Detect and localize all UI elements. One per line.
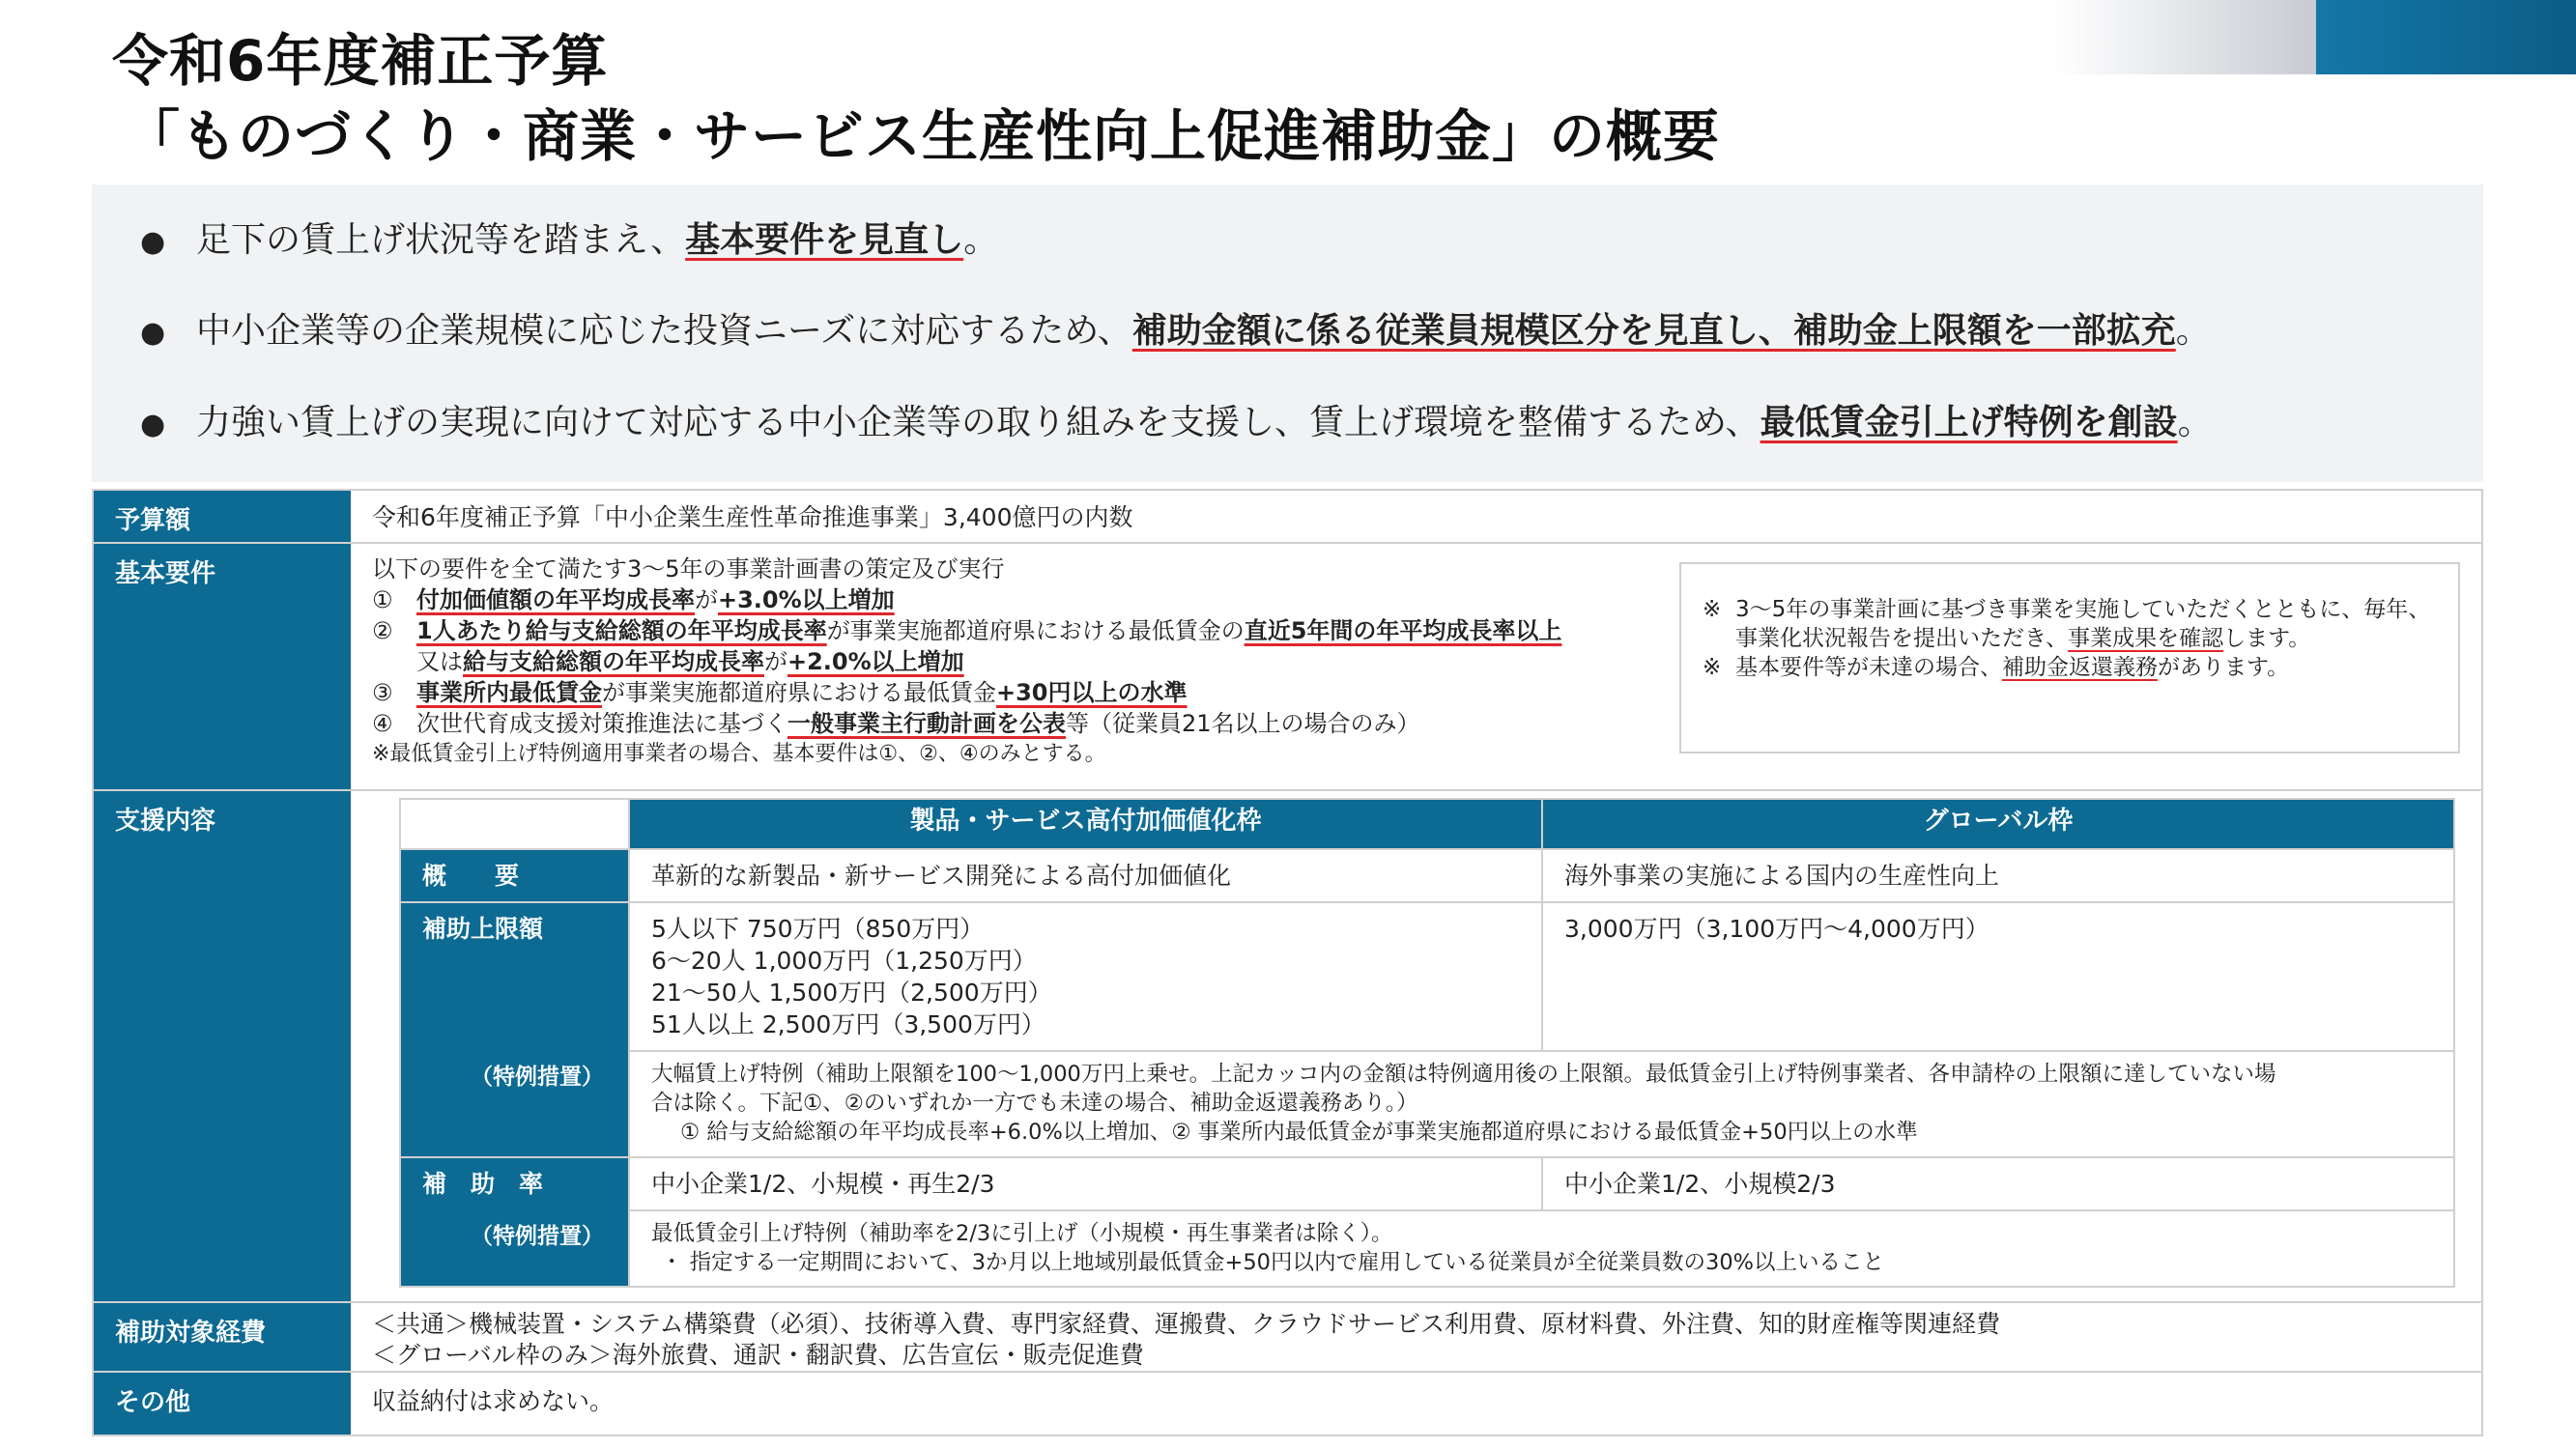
note-text: 3～5年の事業計画に基づき事業を実施していただくとともに、毎年、事業化状況報告を提出いただき、 xyxy=(1735,597,2431,651)
rate-col1: 中小企業1/2、小規模・再生2/3 xyxy=(630,1158,1543,1211)
expenses-content xyxy=(351,1303,2481,1371)
note-text: 基本要件等が未達の場合、 xyxy=(1735,655,2002,680)
other-value: 収益納付は求めない。 xyxy=(372,1387,615,1415)
bullet-text: 。 xyxy=(963,220,999,260)
summary-bullet-2 xyxy=(140,307,2211,357)
limit-col2: 3,000万円（3,100万円～4,000万円） xyxy=(1543,903,2453,1052)
special1-line: ① 給与支給総額の年平均成長率+6.0%以上増加、② 事業所内最低賃金が事業実施都道府県における最低賃金+50円以上の水準 xyxy=(680,1120,1918,1145)
req-num: ④ xyxy=(372,710,393,737)
support-label-limit: 補助上限額 xyxy=(401,903,630,1052)
page-title xyxy=(112,23,1720,174)
req-text: が事業実施都道府県における最低賃金 xyxy=(602,679,996,706)
req-text: が事業実施都道府県における最低賃金の xyxy=(826,617,1245,644)
special2-line: 最低賃金引上げ特例（補助率を2/3に引上げ（小規模・再生事業者は除く）。 xyxy=(651,1221,1393,1246)
row-budget xyxy=(94,491,2481,544)
overview-col2: 海外事業の実施による国内の生産性向上 xyxy=(1543,850,2453,903)
summary-bullet-3 xyxy=(140,399,2213,449)
req-text: 等（従業員21名以上の場合のみ） xyxy=(1066,710,1420,737)
bullet-emphasis: 基本要件を見直し xyxy=(685,220,964,260)
bullet-icon: ● xyxy=(140,225,166,259)
header-decoration-bar xyxy=(2316,0,2576,74)
row-label-other: その他 xyxy=(94,1373,351,1435)
req-emphasis: +30円以上の水準 xyxy=(996,679,1188,706)
budget-value: 令和6年度補正予算「中小企業生産性革命推進事業」3,400億円の内数 xyxy=(372,503,1133,531)
special1-line: 大幅賃上げ特例（補助上限額を100～1,000万円上乗せ。上記カッコ内の金額は特例適用後の上限額。最低賃金引上げ特例事業者、各申請枠の上限額に達していない場 xyxy=(651,1062,2276,1087)
support-label-rate: 補 助 率 xyxy=(401,1158,630,1211)
support-label-special-2: （特例措置） xyxy=(401,1211,630,1286)
req-emphasis: +2.0%以上増加 xyxy=(787,648,964,675)
special1-line: 合は除く。下記①、②のいずれか一方でも未達の場合、補助金返還義務あり。） xyxy=(651,1091,1418,1116)
bullet-text: 力強い賃上げの実現に向けて対応する中小企業等の取り組みを支援し、賃上げ環境を整備するため、 xyxy=(196,403,1760,442)
bullet-emphasis: 最低賃金引上げ特例を創設 xyxy=(1760,403,2178,442)
req-text: 次世代育成支援対策推進法に基づく xyxy=(416,710,787,737)
limit-line: 5人以下 750万円（850万円） xyxy=(651,915,985,943)
limit-line: 21～50人 1,500万円（2,500万円） xyxy=(651,979,1052,1007)
summary-bullet-1 xyxy=(140,216,998,267)
limit-col1 xyxy=(630,903,1543,1052)
req-num: ② xyxy=(372,617,393,644)
row-label-support: 支援内容 xyxy=(94,791,351,1301)
row-other xyxy=(94,1373,2481,1435)
requirements-intro: 以下の要件を全て満たす3～5年の事業計画書の策定及び実行 xyxy=(372,555,1005,582)
note-1 xyxy=(1703,595,2439,653)
rate-col2: 中小企業1/2、小規模2/3 xyxy=(1543,1158,2453,1211)
special1-content xyxy=(630,1052,2453,1158)
note-mark: ※ xyxy=(1703,655,1722,680)
support-label-overview: 概 要 xyxy=(401,850,630,903)
req-emphasis: 給与支給総額の年平均成長率 xyxy=(463,648,764,675)
req-text: が xyxy=(695,586,718,613)
req-text: が xyxy=(764,648,787,675)
row-label-expenses: 補助対象経費 xyxy=(94,1303,351,1371)
req-emphasis: 事業所内最低賃金 xyxy=(416,679,602,706)
bullet-text: 中小企業等の企業規模に応じた投資ニーズに対応するため、 xyxy=(196,311,1132,351)
bullet-text: 。 xyxy=(2175,311,2211,351)
note-emphasis: 事業成果を確認 xyxy=(2068,626,2224,651)
row-label-requirements: 基本要件 xyxy=(94,544,351,789)
support-header-corner xyxy=(401,800,630,850)
req-emphasis: 付加価値額の年平均成長率 xyxy=(416,586,695,613)
bullet-text: 足下の賃上げ状況等を踏まえ、 xyxy=(196,220,686,260)
limit-line: 51人以上 2,500万円（3,500万円） xyxy=(651,1010,1045,1038)
bullet-icon: ● xyxy=(140,408,166,441)
special2-line: ・ 指定する一定期間において、3か月以上地域別最低賃金+50円以内で雇用している従業員が全従業員数の30%以上いること xyxy=(661,1250,1885,1275)
note-mark: ※ xyxy=(1703,597,1722,622)
bullet-icon: ● xyxy=(140,316,166,350)
note-box xyxy=(1679,562,2460,753)
special2-content xyxy=(630,1211,2453,1286)
limit-line: 6～20人 1,000万円（1,250万円） xyxy=(651,947,1037,975)
title-line-2: 「ものづくり・商業・サービス生産性向上促進補助金」の概要 xyxy=(124,103,1721,169)
support-table xyxy=(399,798,2455,1288)
bullet-text: 。 xyxy=(2177,403,2213,442)
req-num: ① xyxy=(372,586,393,613)
header-decoration-gradient xyxy=(2054,0,2316,74)
note-text: があります。 xyxy=(2158,655,2290,680)
support-header-col1: 製品・サービス高付加価値化枠 xyxy=(630,800,1543,850)
req-emphasis: 1人あたり給与支給総額の年平均成長率 xyxy=(416,617,827,644)
row-expenses xyxy=(94,1303,2481,1373)
note-2 xyxy=(1703,653,2439,682)
title-line-1: 令和6年度補正予算 xyxy=(112,28,609,94)
requirements-footnote: ※最低賃金引上げ特例適用事業者の場合、基本要件は①、②、④のみとする。 xyxy=(372,742,1106,766)
summary-box xyxy=(92,185,2483,482)
req-emphasis: 一般事業主行動計画を公表 xyxy=(787,710,1066,737)
row-label-budget: 予算額 xyxy=(94,491,351,542)
support-header-col2: グローバル枠 xyxy=(1543,800,2453,850)
req-num: ③ xyxy=(372,679,393,706)
expenses-line-2: ＜グローバル枠のみ＞海外旅費、通訳・翻訳費、広告宣伝・販売促進費 xyxy=(372,1341,1144,1369)
req-emphasis: +3.0%以上増加 xyxy=(718,586,895,613)
note-text: します。 xyxy=(2223,626,2311,651)
req-emphasis: 直近5年間の年平均成長率以上 xyxy=(1244,617,1562,644)
req-text: 又は xyxy=(416,648,463,675)
note-emphasis: 補助金返還義務 xyxy=(2002,655,2158,680)
bullet-emphasis: 補助金額に係る従業員規模区分を見直し、補助金上限額を一部拡充 xyxy=(1131,311,2176,351)
overview-col1: 革新的な新製品・新サービス開発による高付加価値化 xyxy=(630,850,1543,903)
expenses-line-1: ＜共通＞機械装置・システム構築費（必須）、技術導入費、専門家経費、運搬費、クラウドサービス利用費、原材料費、外注費、知的財産権等関連経費 xyxy=(372,1310,2001,1338)
support-label-special-1: （特例措置） xyxy=(401,1052,630,1158)
